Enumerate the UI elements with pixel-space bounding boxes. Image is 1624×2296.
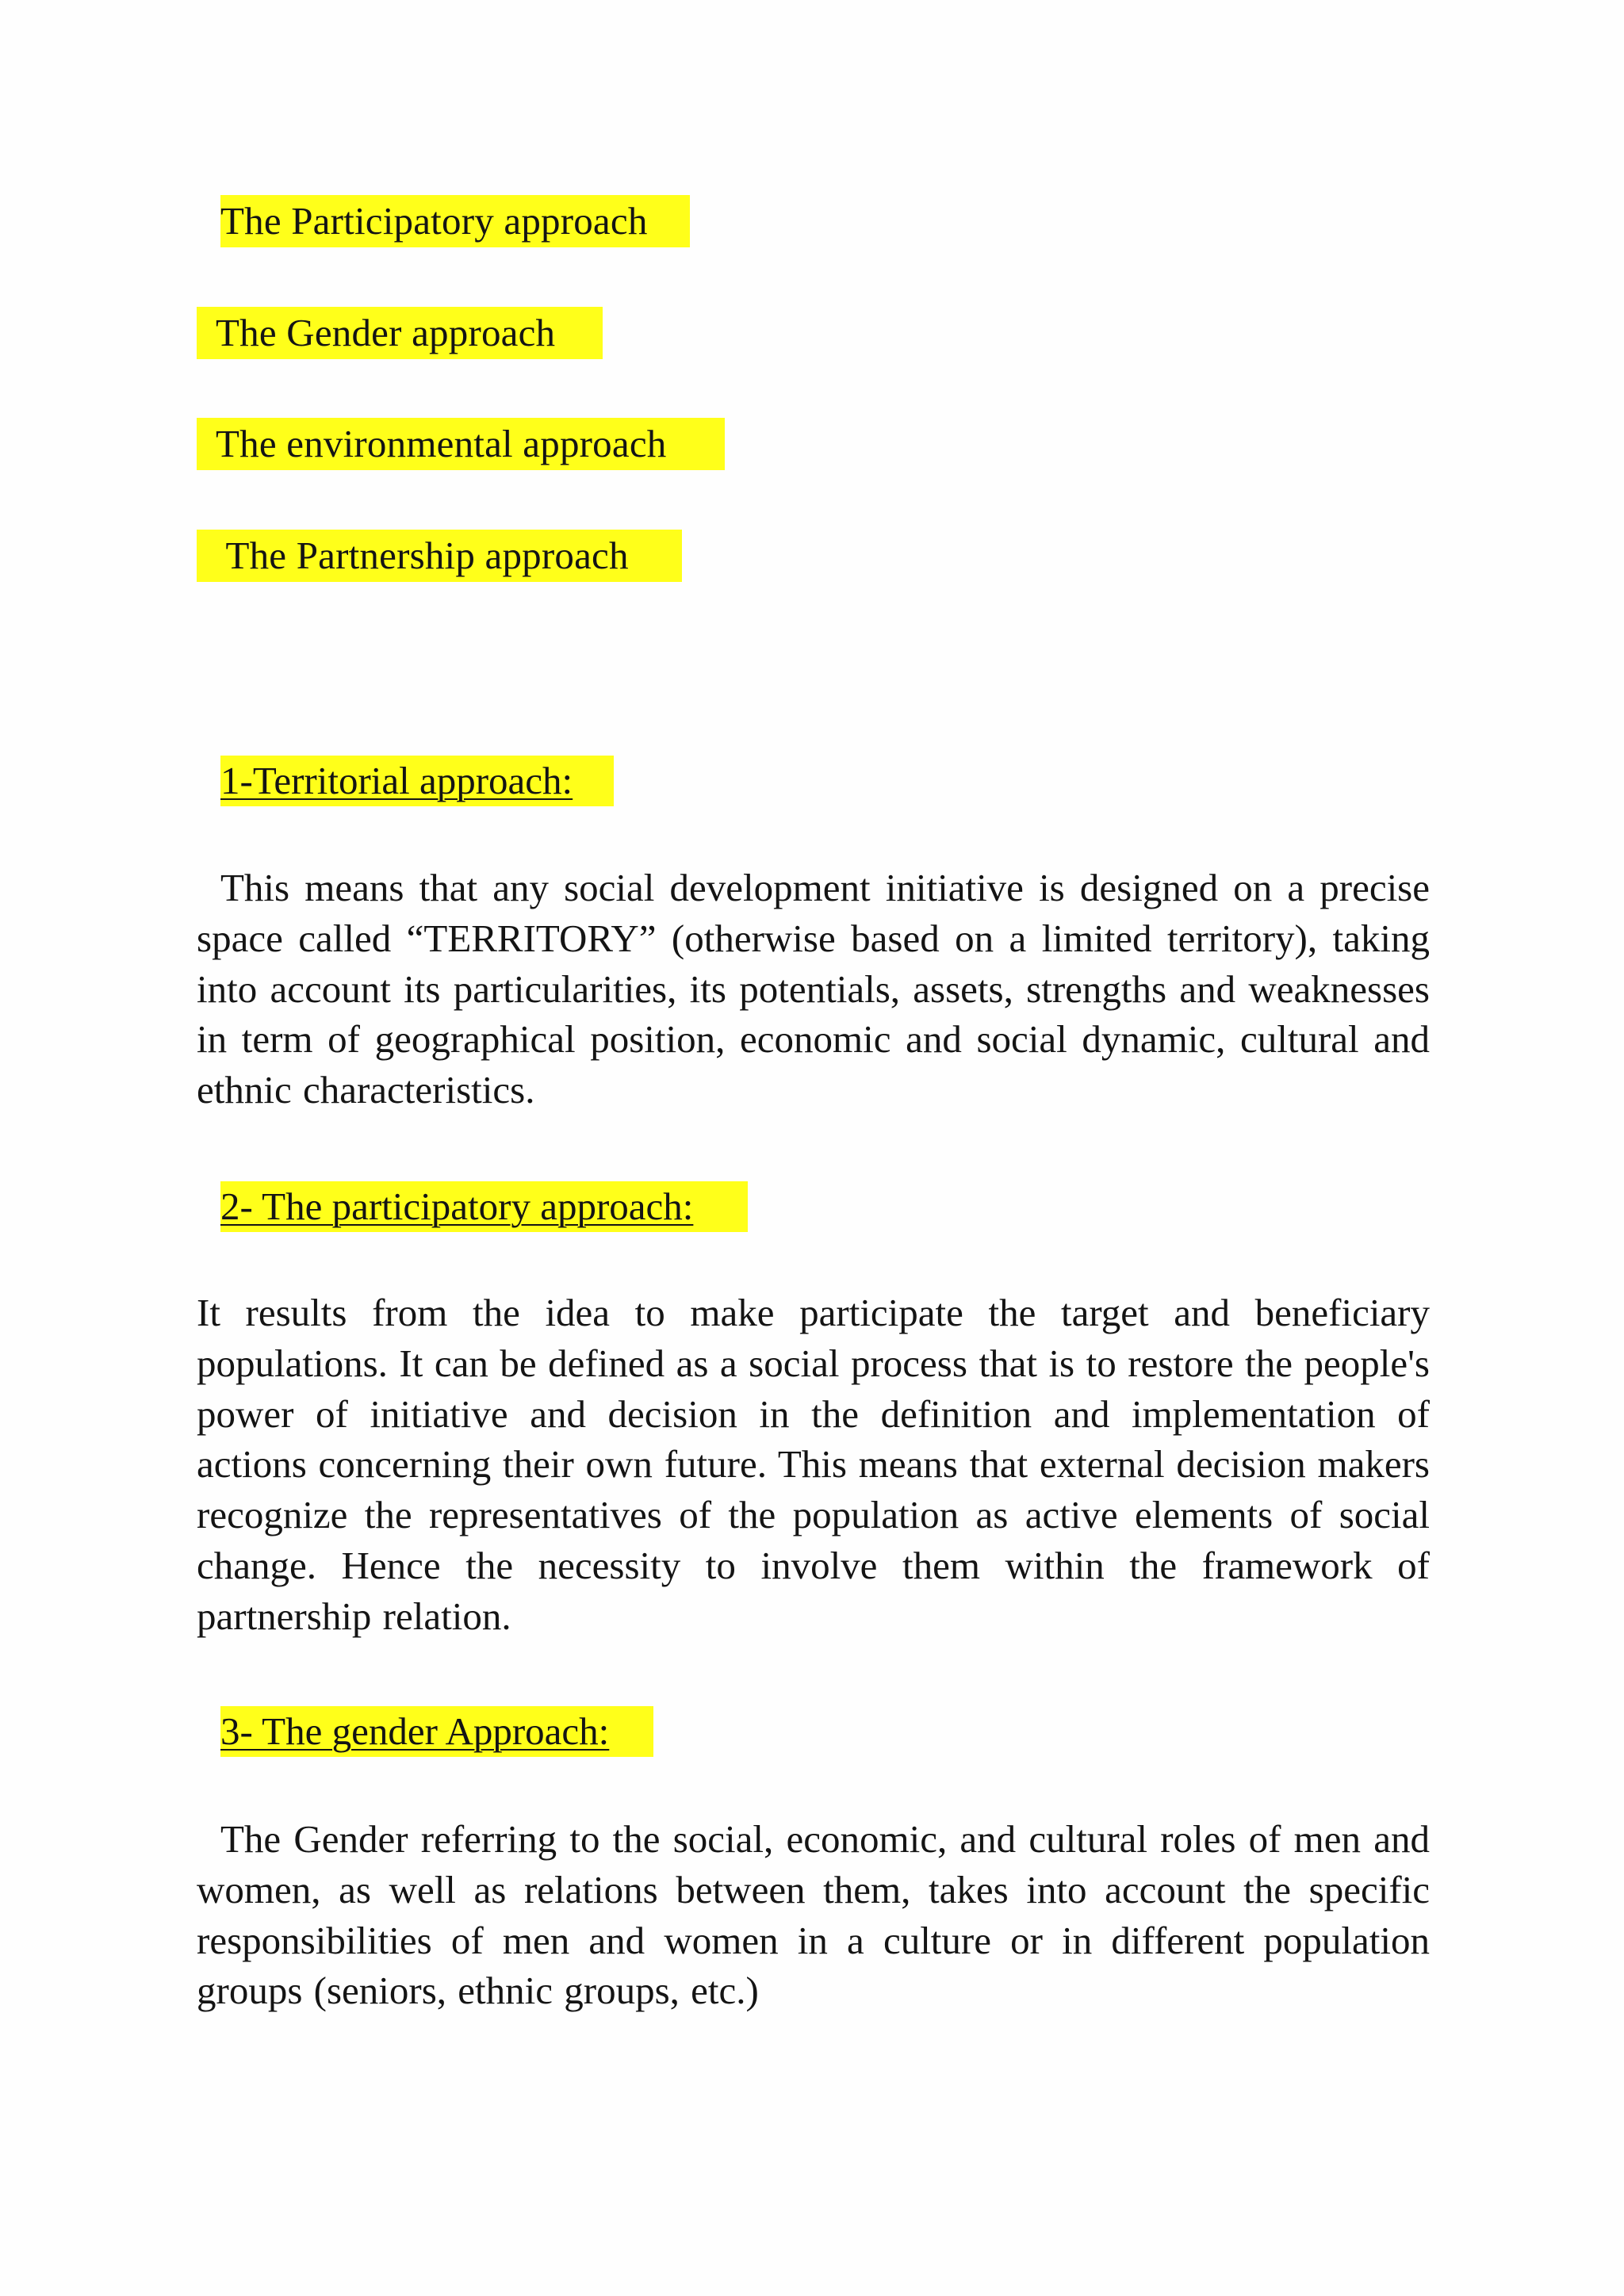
section-heading-text: 1-Territorial approach: bbox=[220, 759, 573, 802]
section-body-participatory: It results from the idea to make participate the target and beneficiary populations. It can be defined as a social process that is to restore the people's power of initiative and decision in the definition and implementation of actions concerning their own future. This means that external decision makers recognize the representatives of the population as active elements of social change. Hence the necessity to involve them within the framework of partnership relation. bbox=[197, 1291, 1430, 1638]
section-body-territorial: This means that any social development initiative is designed on a precise space called “TERRITORY” (otherwise based on a limited territory), taking into account its particularities, its potentials, assets, strengths and weaknesses in term of geographical position, economic and social dynamic, cultural and ethnic characteristics. bbox=[197, 866, 1430, 1112]
section-heading-text: 2- The participatory approach: bbox=[220, 1184, 694, 1228]
section-body-gender: The Gender referring to the social, economic, and cultural roles of men and women, as well as relations between them, takes into account the specific responsibilities of men and women in a culture or in different population groups (seniors, ethnic groups, etc.) bbox=[197, 1817, 1430, 2013]
approach-list-item-participatory: The Participatory approach bbox=[220, 195, 690, 247]
section-heading-participatory bbox=[220, 1181, 748, 1232]
approach-list-item-partnership: The Partnership approach bbox=[197, 530, 682, 582]
section-heading-text: 3- The gender Approach: bbox=[220, 1709, 610, 1753]
approach-list-item-gender: The Gender approach bbox=[197, 307, 603, 359]
section-heading-gender bbox=[220, 1706, 653, 1757]
approach-list-item-environmental: The environmental approach bbox=[197, 418, 725, 470]
section-heading-territorial bbox=[220, 756, 614, 806]
